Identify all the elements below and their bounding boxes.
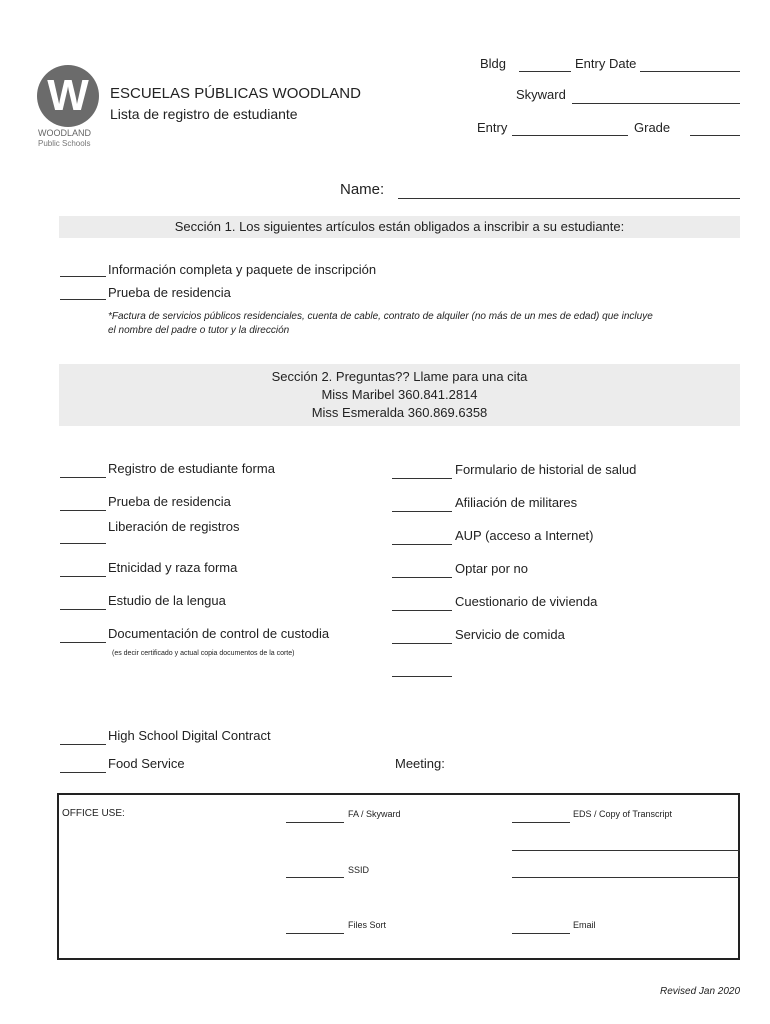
org-title: ESCUELAS PÚBLICAS WOODLAND (110, 85, 361, 102)
eds-label: EDS / Copy of Transcript (573, 809, 673, 819)
section2-right-item: Formulario de historial de salud (455, 462, 637, 477)
office-field-line[interactable] (286, 877, 344, 878)
entry-field[interactable] (512, 135, 628, 136)
section2-title: Sección 2. Preguntas?? Llame para una cita (271, 369, 528, 384)
bldg-field[interactable] (519, 71, 571, 72)
checkbox-line[interactable] (392, 676, 452, 677)
digital-contract-label: High School Digital Contract (108, 728, 271, 743)
contact-esmeralda: Miss Esmeralda 360.869.6358 (311, 405, 488, 420)
grade-field[interactable] (690, 135, 740, 136)
checkbox-line[interactable] (60, 772, 106, 773)
skyward-field[interactable] (572, 103, 740, 104)
revised-date: Revised Jan 2020 (660, 986, 741, 997)
office-field-line[interactable] (512, 877, 740, 878)
section1-note: el nombre del padre o tutor y la dirección (108, 325, 290, 336)
form-subtitle: Lista de registro de estudiante (110, 106, 298, 122)
office-field-line[interactable] (512, 850, 740, 851)
name-label: Name: (340, 181, 385, 198)
section2-left-item: Documentación de control de custodia (108, 626, 330, 641)
checkbox-line[interactable] (60, 609, 106, 610)
section2-left-item: Etnicidad y raza forma (108, 560, 238, 575)
checkbox-line[interactable] (60, 299, 106, 300)
office-field-line[interactable] (512, 933, 570, 934)
checkbox-line[interactable] (392, 610, 452, 611)
logo-letter: W (47, 71, 89, 120)
checkbox-line[interactable] (60, 576, 106, 577)
email-label: Email (573, 920, 596, 930)
entry-label: Entry (477, 120, 508, 135)
section2-right-item: Optar por no (455, 561, 528, 576)
checkbox-line[interactable] (60, 744, 106, 745)
meeting-label: Meeting: (395, 756, 445, 771)
section1-item: Prueba de residencia (108, 285, 231, 300)
section2-right-item: Servicio de comida (455, 627, 565, 642)
name-field[interactable] (398, 198, 740, 199)
grade-label: Grade (634, 120, 671, 135)
office-use-label: OFFICE USE: (62, 808, 125, 819)
logo-subtext: Public Schools (38, 139, 91, 148)
section1-item: Información completa y paquete de inscripción (108, 262, 377, 277)
logo-text: WOODLAND (38, 128, 92, 138)
checkbox-line[interactable] (392, 577, 452, 578)
checkbox-line[interactable] (60, 510, 106, 511)
section2-left-item: Liberación de registros (108, 519, 240, 534)
section2-right-item: Cuestionario de vivienda (455, 594, 598, 609)
checkbox-line[interactable] (60, 543, 106, 544)
checkbox-line[interactable] (392, 478, 452, 479)
entry-date-field[interactable] (640, 71, 740, 72)
contact-maribel: Miss Maribel 360.841.2814 (321, 387, 478, 402)
fa-skyward-label: FA / Skyward (348, 809, 401, 819)
section2-left-item: Registro de estudiante forma (108, 461, 275, 476)
entry-date-label: Entry Date (575, 56, 637, 71)
food-service-label: Food Service (108, 756, 185, 771)
office-field-line[interactable] (286, 822, 344, 823)
section2-left-item: Prueba de residencia (108, 494, 231, 509)
office-field-line[interactable] (286, 933, 344, 934)
custody-note: (es decir certificado y actual copia documentos de la corte) (112, 650, 295, 657)
section2-left-item: Estudio de la lengua (108, 593, 226, 608)
checkbox-line[interactable] (392, 511, 452, 512)
office-field-line[interactable] (512, 822, 570, 823)
bldg-label: Bldg (480, 56, 507, 71)
checkbox-line[interactable] (60, 276, 106, 277)
checkbox-line[interactable] (60, 477, 106, 478)
section1-note: *Factura de servicios públicos residenciales, cuenta de cable, contrato de alquiler (no más de un mes de edad) que incluye (108, 311, 653, 322)
checkbox-line[interactable] (392, 643, 452, 644)
section2-right-item: AUP (acceso a Internet) (455, 528, 594, 543)
files-sort-label: Files Sort (348, 920, 387, 930)
checkbox-line[interactable] (392, 544, 452, 545)
checkbox-line[interactable] (60, 642, 106, 643)
woodland-logo (36, 64, 100, 128)
section1-title: Sección 1. Los siguientes artículos están obligados a inscribir a su estudiante: (174, 219, 625, 234)
ssid-label: SSID (348, 865, 370, 875)
skyward-label: Skyward (516, 87, 566, 102)
section2-right-item: Afiliación de militares (455, 495, 578, 510)
